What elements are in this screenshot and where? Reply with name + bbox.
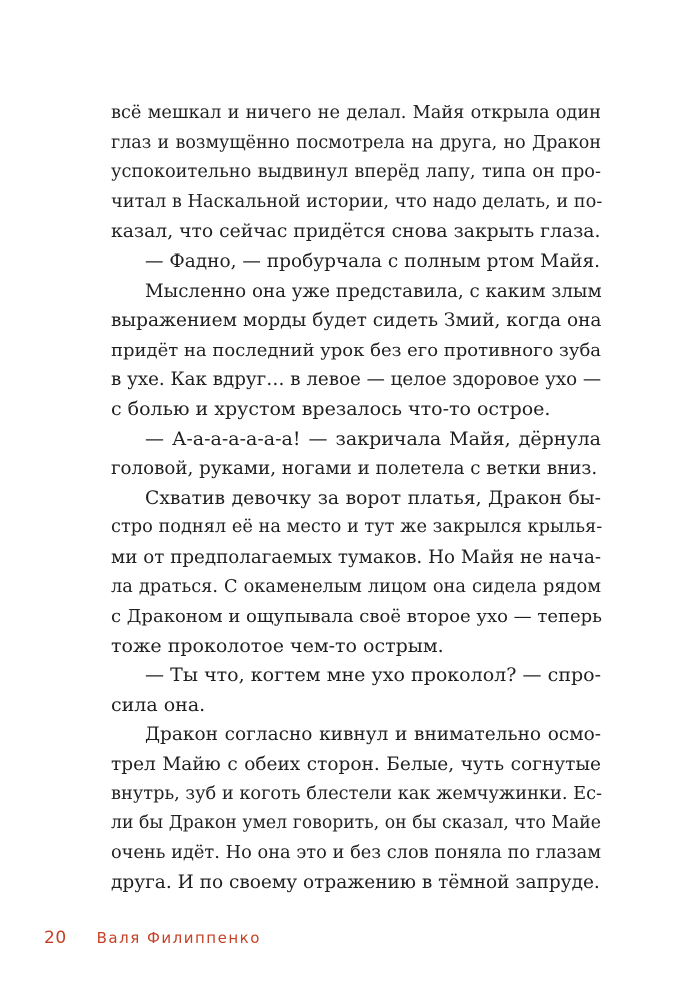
text-line: — А-а-а-а-а-а-а! — закричала Майя, дёрнула bbox=[145, 427, 601, 450]
text-line: успокоительно выдвинул вперёд лапу, типа он про- bbox=[111, 162, 601, 183]
text-line: стро поднял её на место и тут же закрылся крылья- bbox=[111, 517, 603, 538]
text-line: выражением морды будет сидеть Змий, когда она bbox=[111, 310, 602, 332]
body-text bbox=[111, 99, 601, 898]
text-line: читал в Наскальной истории, что надо делать, и по- bbox=[111, 191, 603, 212]
text-line: — Фадно, — пробурчала с полным ртом Майя. bbox=[145, 250, 600, 272]
text-line: придёт на последний урок без его противного зуба bbox=[111, 339, 602, 361]
text-line: ли бы Дракон умел говорить, он бы сказал, что Майе bbox=[111, 813, 601, 834]
text-line: головой, руками, ногами и полетела с ветки вниз. bbox=[111, 458, 598, 480]
text-line: очень идёт. Но она это и без слов поняла по глазам bbox=[111, 842, 601, 863]
text-line: Мысленно она уже представила, с каким злым bbox=[145, 280, 602, 302]
text-line: трел Майю с обеих сторон. Белые, чуть согнутые bbox=[111, 754, 601, 776]
author-name: Валя Филиппенко bbox=[96, 929, 261, 947]
text-line: в ухе. Как вдруг… в левое — целое здоровое ухо — bbox=[111, 369, 602, 391]
text-line: с болью и хрустом врезалось что-то острое. bbox=[111, 397, 551, 420]
text-line: — Ты что, когтем мне ухо проколол? — спро- bbox=[145, 664, 601, 687]
text-line: всё мешкал и ничего не делал. Майя открыла один bbox=[111, 103, 601, 123]
text-line: друга. И по своему отражению в тёмной запруде. bbox=[111, 872, 600, 894]
page-footer bbox=[44, 928, 261, 948]
text-line: сила она. bbox=[111, 693, 206, 716]
text-line: ла драться. С окаменелым лицом она сидела рядом bbox=[111, 576, 601, 597]
page-number: 20 bbox=[44, 928, 67, 948]
text-line: глаз и возмущённо посмотрела на друга, но Дракон bbox=[111, 132, 601, 153]
text-line: тоже проколотое чем-то острым. bbox=[111, 634, 444, 657]
text-line: ми от предполагаемых тумаков. Но Майя не нача- bbox=[111, 546, 601, 568]
text-line: казал, что сейчас придётся снова закрыть глаза. bbox=[111, 221, 601, 243]
text-line: Дракон согласно кивнул и внимательно осмо- bbox=[145, 724, 601, 746]
text-line: Схватив девочку за ворот платья, Дракон бы- bbox=[145, 487, 601, 509]
text-line: внутрь, зуб и коготь блестели как жемчужинки. Ес- bbox=[111, 783, 603, 804]
text-line: с Драконом и ощупывала своё второе ухо — теперь bbox=[111, 606, 602, 628]
